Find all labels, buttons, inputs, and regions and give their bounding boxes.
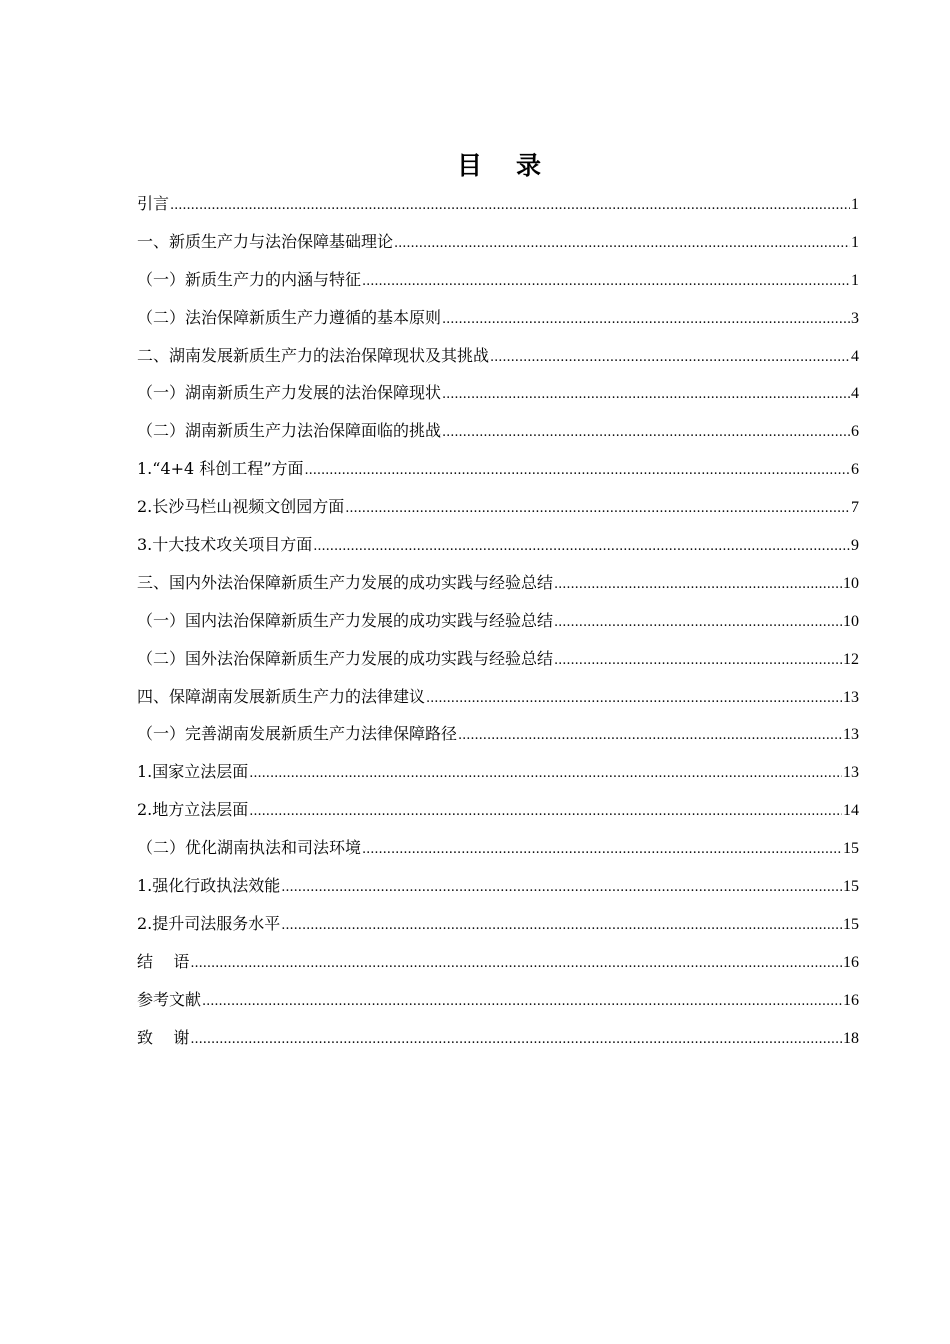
toc-leader-dots — [442, 414, 850, 452]
toc-entry-label: （一）新质生产力的内涵与特征 — [137, 269, 362, 289]
toc-leader-dots — [190, 945, 842, 983]
toc-entry[interactable] — [137, 791, 859, 829]
toc-entry-page: 13 — [843, 688, 859, 706]
toc-leader-dots — [554, 604, 842, 642]
toc-leader-dots — [304, 452, 850, 490]
toc-entry-label: （二）优化湖南执法和司法环境 — [137, 838, 362, 858]
toc-leader-dots — [458, 717, 842, 755]
toc-entry[interactable] — [137, 450, 859, 488]
table-of-contents — [137, 185, 859, 1056]
toc-leader-dots — [249, 793, 842, 831]
toc-entry[interactable] — [137, 185, 859, 223]
toc-entry[interactable] — [137, 564, 859, 602]
toc-entry-label: 参考文献 — [137, 989, 202, 1009]
toc-entry-page: 15 — [843, 840, 859, 858]
toc-leader-dots — [249, 755, 842, 793]
toc-leader-dots — [313, 528, 850, 566]
toc-entry-label: 一、新质生产力与法治保障基础理论 — [137, 231, 394, 251]
toc-leader-dots — [362, 263, 850, 301]
toc-entry-page: 12 — [843, 650, 859, 668]
toc-leader-dots — [554, 566, 842, 604]
toc-entry-page: 6 — [851, 461, 859, 479]
toc-entry[interactable] — [137, 261, 859, 299]
toc-entry-label: 结 语 — [137, 951, 190, 971]
toc-entry-label: （一）国内法治保障新质生产力发展的成功实践与经验总结 — [137, 610, 554, 630]
toc-leader-dots — [190, 1021, 842, 1059]
toc-leader-dots — [281, 869, 842, 907]
toc-entry[interactable] — [137, 678, 859, 716]
toc-leader-dots — [394, 225, 850, 263]
toc-entry-label: 四、保障湖南发展新质生产力的法律建议 — [137, 686, 426, 706]
toc-leader-dots — [490, 339, 850, 377]
toc-entry-label: 2.地方立法层面 — [137, 800, 249, 820]
toc-leader-dots — [426, 680, 842, 718]
toc-leader-dots — [362, 831, 842, 869]
toc-leader-dots — [281, 907, 842, 945]
toc-entry-page: 18 — [843, 1029, 859, 1047]
toc-leader-dots — [442, 301, 850, 339]
toc-leader-dots — [170, 187, 850, 225]
toc-entry-label: 2.提升司法服务水平 — [137, 913, 281, 933]
toc-entry-page: 4 — [851, 385, 859, 403]
toc-entry-page: 10 — [843, 612, 859, 630]
toc-leader-dots — [554, 642, 842, 680]
toc-entry-label: 二、湖南发展新质生产力的法治保障现状及其挑战 — [137, 345, 490, 365]
toc-entry-label: 1.强化行政执法效能 — [137, 876, 281, 896]
toc-entry-page: 13 — [843, 726, 859, 744]
toc-entry-page: 15 — [843, 878, 859, 896]
toc-entry-page: 1 — [851, 196, 859, 213]
toc-entry-page: 16 — [843, 953, 859, 971]
toc-entry[interactable] — [137, 905, 859, 943]
toc-entry[interactable] — [137, 715, 859, 753]
toc-entry-page: 4 — [851, 347, 859, 365]
toc-entry-label: 三、国内外法治保障新质生产力发展的成功实践与经验总结 — [137, 572, 554, 592]
toc-entry-label: 3.十大技术攻关项目方面 — [137, 535, 313, 555]
toc-entry-label: 2.长沙马栏山视频文创园方面 — [137, 497, 345, 517]
toc-entry[interactable] — [137, 829, 859, 867]
toc-entry[interactable] — [137, 374, 859, 412]
toc-entry-page: 16 — [843, 991, 859, 1009]
toc-entry[interactable] — [137, 640, 859, 678]
toc-entry-label: 引言 — [137, 194, 170, 213]
page-title: 目 录 — [456, 151, 544, 180]
toc-entry-label: （一）完善湖南发展新质生产力法律保障路径 — [137, 724, 458, 744]
toc-entry-label: （二）国外法治保障新质生产力发展的成功实践与经验总结 — [137, 648, 554, 668]
toc-entry-page: 6 — [851, 423, 859, 441]
toc-leader-dots — [345, 490, 850, 528]
toc-entry-page: 14 — [843, 802, 859, 820]
toc-entry[interactable] — [137, 223, 859, 261]
toc-entry[interactable] — [137, 981, 859, 1019]
toc-entry[interactable] — [137, 943, 859, 981]
toc-entry-page: 15 — [843, 915, 859, 933]
toc-leader-dots — [202, 983, 842, 1021]
toc-entry-page: 3 — [851, 309, 859, 327]
toc-entry-page: 13 — [843, 764, 859, 782]
toc-entry-label: （一）湖南新质生产力发展的法治保障现状 — [137, 383, 442, 403]
toc-entry-label: （二）湖南新质生产力法治保障面临的挑战 — [137, 421, 442, 441]
toc-entry-page: 7 — [851, 499, 859, 517]
toc-entry-page: 1 — [851, 233, 859, 251]
toc-entry-label: 致 谢 — [137, 1027, 190, 1047]
toc-entry-page: 10 — [843, 574, 859, 592]
toc-leader-dots — [442, 376, 850, 414]
toc-entry[interactable] — [137, 337, 859, 375]
toc-entry[interactable] — [137, 299, 859, 337]
toc-entry-label: 1.国家立法层面 — [137, 762, 249, 782]
toc-entry-label: 1.“4+4 科创工程”方面 — [137, 459, 304, 479]
toc-entry[interactable] — [137, 1019, 859, 1057]
toc-entry[interactable] — [137, 753, 859, 791]
toc-entry[interactable] — [137, 412, 859, 450]
toc-entry-label: （二）法治保障新质生产力遵循的基本原则 — [137, 307, 442, 327]
toc-entry[interactable] — [137, 488, 859, 526]
toc-entry[interactable] — [137, 602, 859, 640]
toc-entry-page: 9 — [851, 537, 859, 555]
toc-entry[interactable] — [137, 867, 859, 905]
toc-entry-page: 1 — [851, 271, 859, 289]
toc-entry[interactable] — [137, 526, 859, 564]
